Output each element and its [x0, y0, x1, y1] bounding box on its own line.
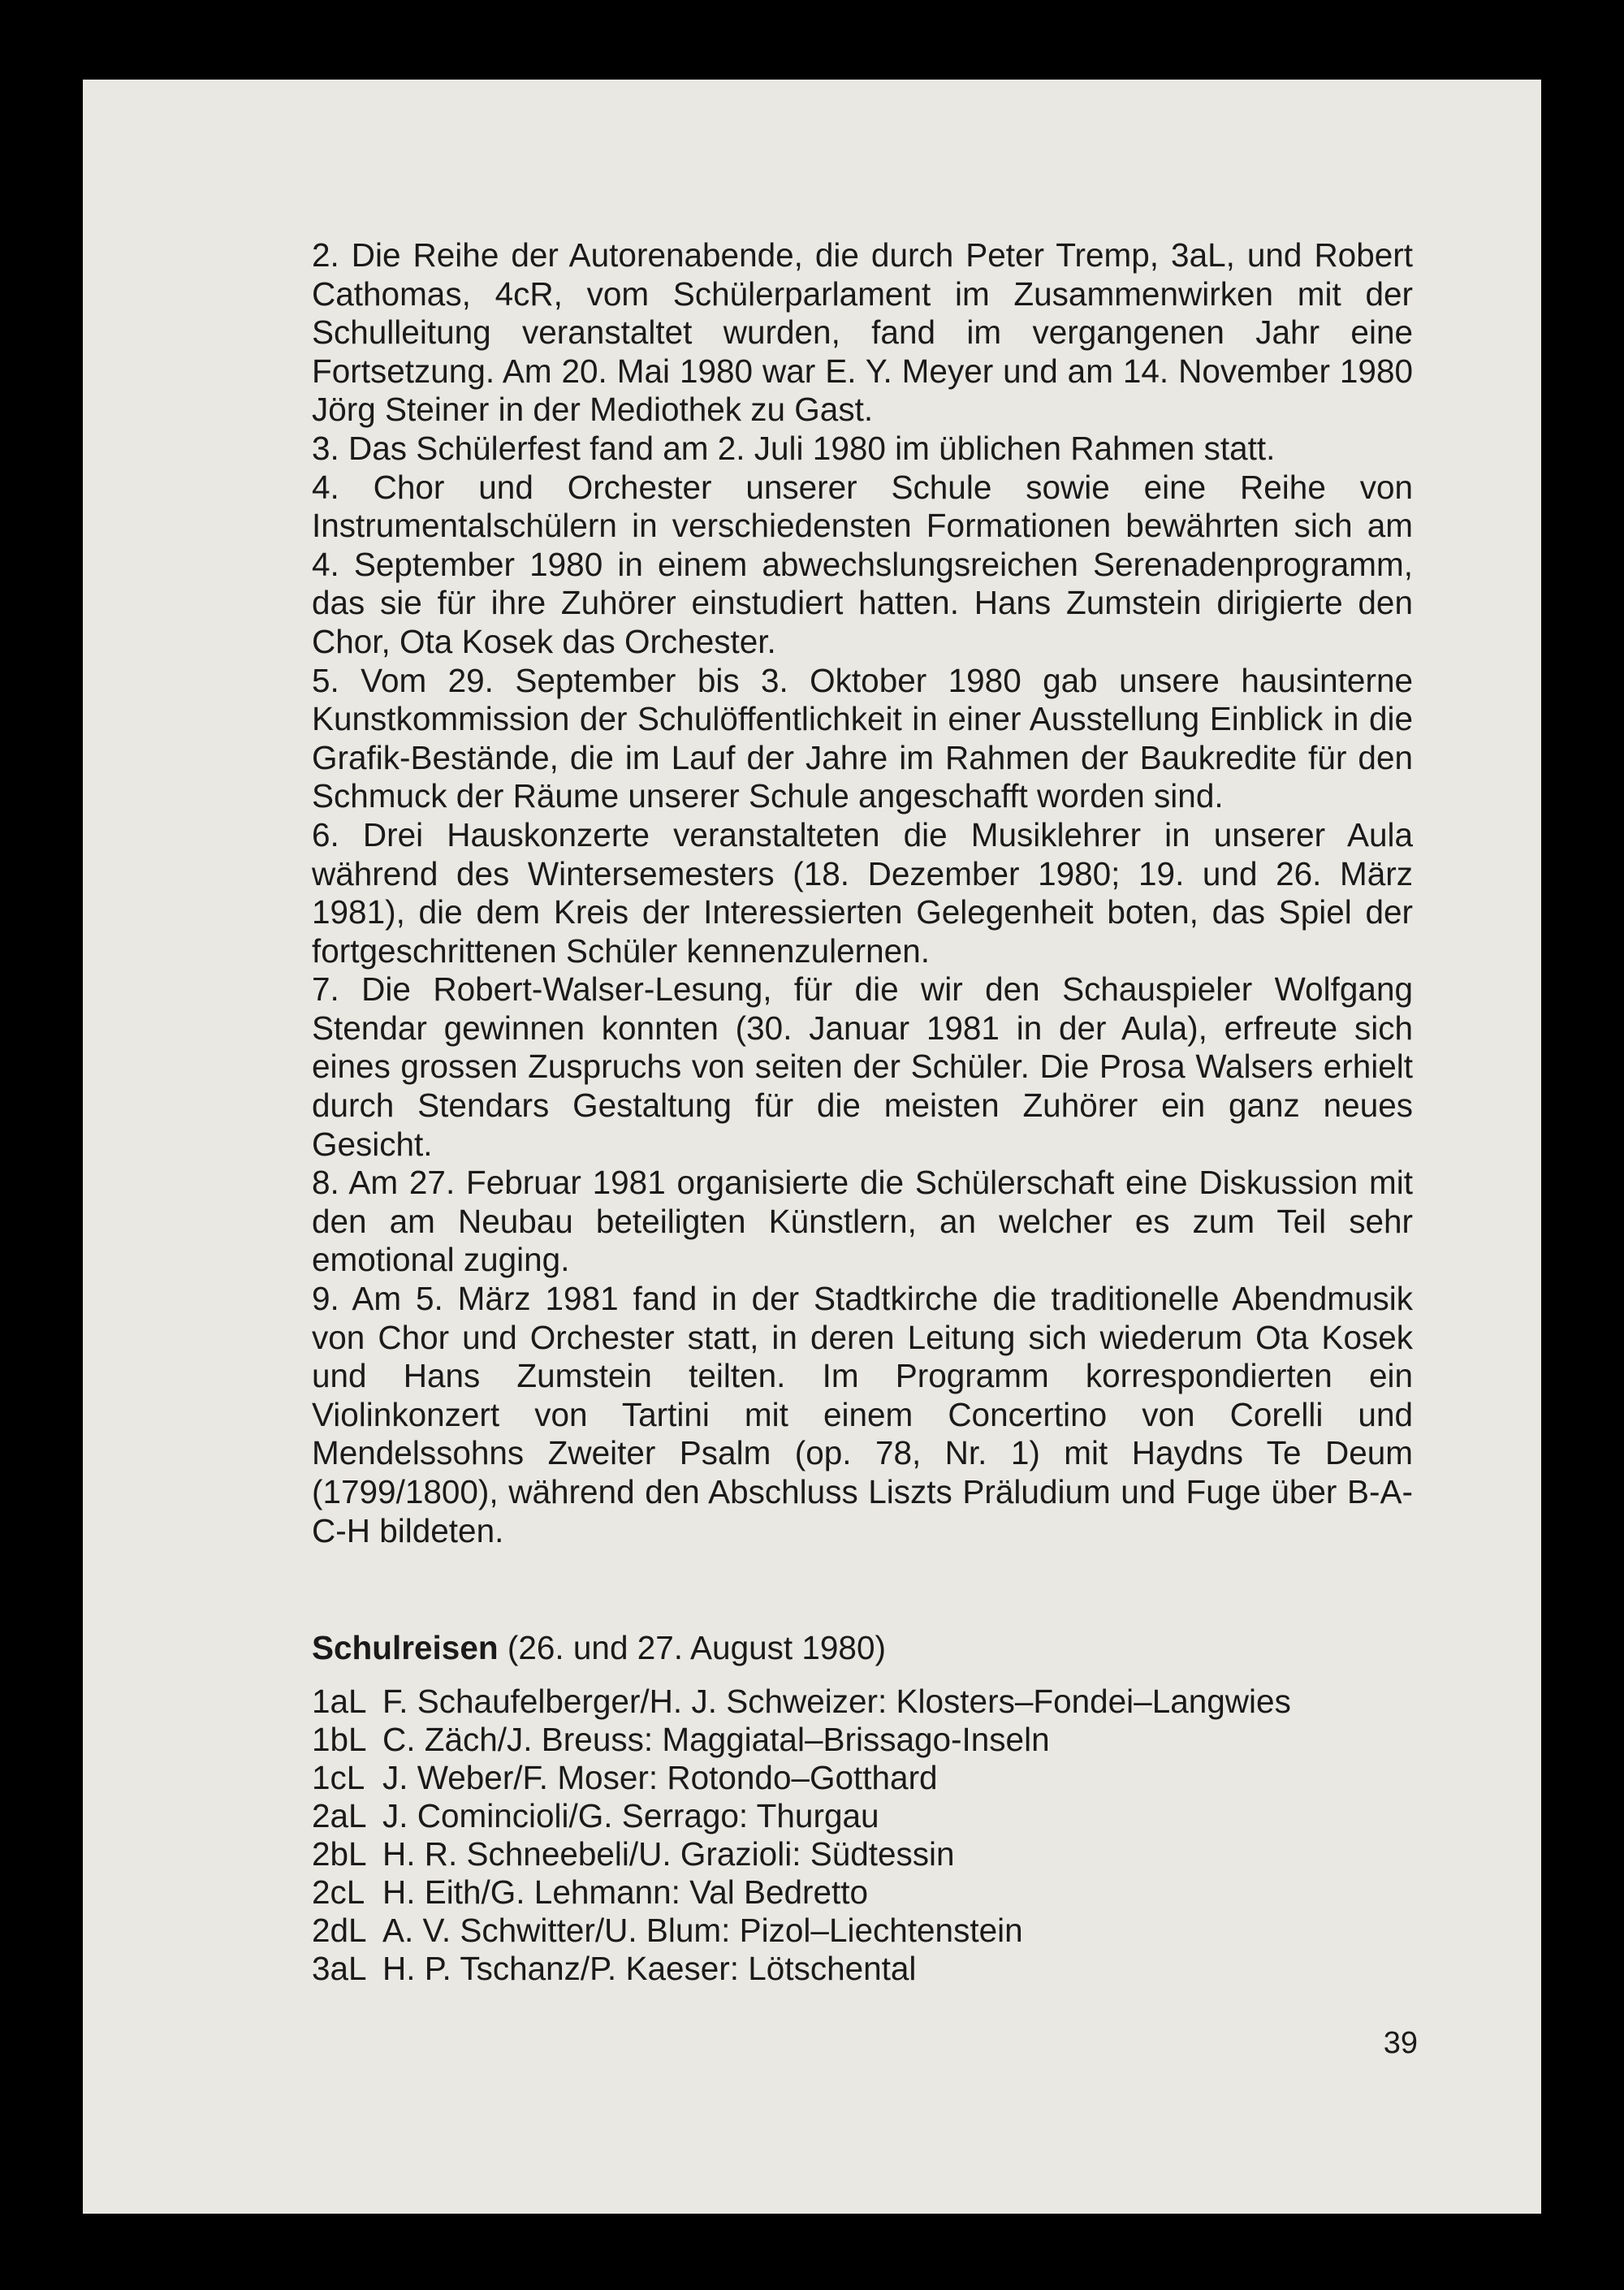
- trip-row: [312, 1835, 1449, 1873]
- trip-text: C. Zäch/J. Breuss: Maggiatal–Brissago-Inseln: [382, 1721, 1050, 1758]
- trip-text: H. Eith/G. Lehmann: Val Bedretto: [382, 1873, 869, 1911]
- trip-text: J. Comincioli/G. Serrago: Thurgau: [382, 1797, 879, 1834]
- section-heading: [312, 1629, 1449, 1667]
- trip-text: J. Weber/F. Moser: Rotondo–Gotthard: [382, 1759, 938, 1796]
- trip-row: [312, 1797, 1449, 1835]
- trip-row: [312, 1683, 1449, 1721]
- section-date: (26. und 27. August 1980): [507, 1629, 886, 1666]
- trip-class: 2aL: [312, 1797, 367, 1834]
- trip-class: 1aL: [312, 1683, 367, 1720]
- paragraph-7: 7. Die Robert-Walser-Lesung, für die wir den Schauspieler Wolfgang Stendar gewinnen konnten (30. Januar 1981 in der Aula), erfreute sich eines grossen Zuspruchs von seiten der Schüler. Die Prosa Walsers erhielt durch Stendars Gestaltung für die meisten Zuhörer ein ganz neues Gesicht.: [312, 970, 1413, 1163]
- paragraph-4: 4. Chor und Orchester unserer Schule sowie eine Reihe von Instrumentalschülern in verschiedensten Formationen bewährten sich am 4. September 1980 in einem abwechslungsreichen Serenadenprogramm, das sie für ihre Zuhörer einstudiert hatten. Hans Zumstein dirigierte den Chor, Ota Kosek das Orchester.: [312, 468, 1413, 660]
- paragraph-8: 8. Am 27. Februar 1981 organisierte die Schülerschaft eine Diskussion mit den am Neubau beteiligten Künstlern, an welcher es zum Teil sehr emotional zuging.: [312, 1164, 1413, 1279]
- trip-row: [312, 1721, 1449, 1759]
- paragraph-6: 6. Drei Hauskonzerte veranstalteten die Musiklehrer in unserer Aula während des Wintersemesters (18. Dezember 1980; 19. und 26. März 1981), die dem Kreis der Interessierten Gelegenheit boten, das Spiel der fortgeschrittenen Schüler kennenzulernen.: [312, 815, 1413, 970]
- trip-text: H. P. Tschanz/P. Kaeser: Lötschental: [382, 1950, 917, 1987]
- section-title: Schulreisen: [312, 1629, 499, 1666]
- trip-class: 2dL: [312, 1912, 367, 1949]
- trip-class: 2cL: [312, 1873, 365, 1911]
- paragraph-2: 2. Die Reihe der Autorenabende, die durch Peter Tremp, 3aL, und Robert Cathomas, 4cR, vom Schülerparlament im Zusammenwirken mit der Schulleitung veranstaltet wurden, fand im vergangenen Jahr eine Fortsetzung. Am 20. Mai 1980 war E. Y. Meyer und am 14. November 1980 Jörg Steiner in der Mediothek zu Gast.: [312, 236, 1413, 429]
- trip-text: F. Schaufelberger/H. J. Schweizer: Klosters–Fondei–Langwies: [382, 1683, 1291, 1720]
- page-number: 39: [1383, 2026, 1418, 2060]
- paragraph-5: 5. Vom 29. September bis 3. Oktober 1980 gab unsere hausinterne Kunstkommission der Schulöffentlichkeit in einer Ausstellung Einblick in die Grafik-Bestände, die im Lauf der Jahre im Rahmen der Baukredite für den Schmuck der Räume unserer Schule angeschafft worden sind.: [312, 661, 1413, 815]
- trip-class: 1cL: [312, 1759, 365, 1796]
- paragraph-9: 9. Am 5. März 1981 fand in der Stadtkirche die traditionelle Abendmusik von Chor und Orchester statt, in deren Leitung sich wiederum Ota Kosek und Hans Zumstein teilten. Im Programm korrespondierten ein Violinkonzert von Tartini mit einem Concertino von Corelli und Mendelssohns Zweiter Psalm (op. 78, Nr. 1) mit Haydns Te Deum (1799/1800), während den Abschluss Liszts Präludium und Fuge über B-A-C-H bildeten.: [312, 1280, 1413, 1549]
- paragraph-3: 3. Das Schülerfest fand am 2. Juli 1980 im üblichen Rahmen statt.: [312, 429, 1276, 467]
- trip-row: [312, 1950, 1449, 1988]
- trip-class: 2bL: [312, 1835, 367, 1873]
- schulreisen-section: [312, 1629, 1449, 1988]
- trip-class: 1bL: [312, 1721, 367, 1758]
- document-page: [83, 80, 1541, 2214]
- trip-text: H. R. Schneebeli/U. Grazioli: Südtessin: [382, 1835, 955, 1873]
- trip-text: A. V. Schwitter/U. Blum: Pizol–Liechtenstein: [382, 1912, 1023, 1949]
- trip-row: [312, 1873, 1449, 1912]
- trip-class: 3aL: [312, 1950, 367, 1987]
- trip-row: [312, 1912, 1449, 1950]
- trip-row: [312, 1759, 1449, 1797]
- body-text: [312, 236, 1413, 1550]
